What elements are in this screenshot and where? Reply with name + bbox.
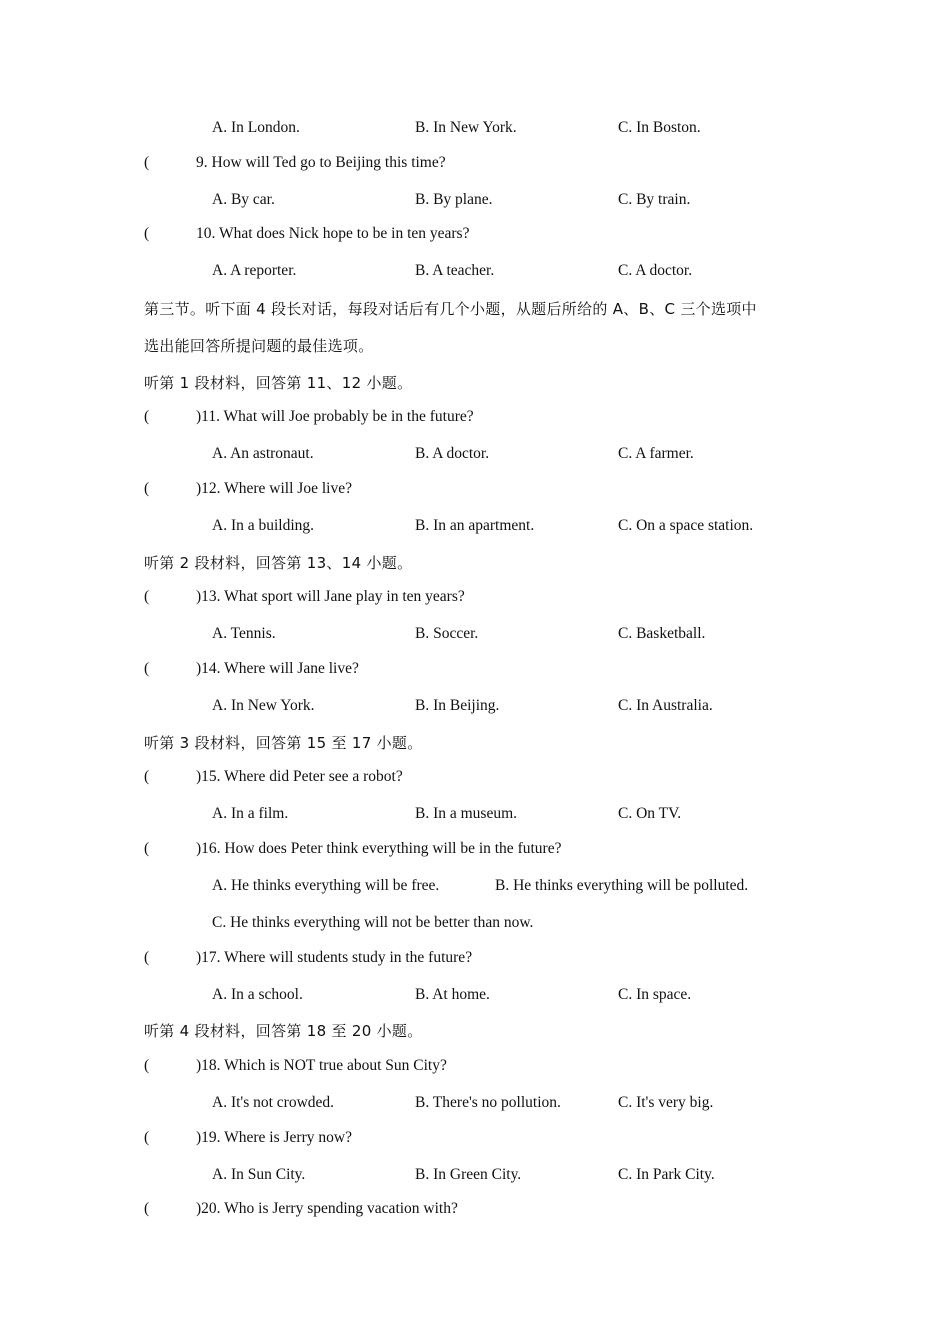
option-b[interactable]: B. In Green City. (415, 1166, 522, 1183)
question (144, 1128, 352, 1148)
option-a[interactable]: A. In a building. (212, 517, 315, 534)
option-a[interactable]: A. A reporter. (212, 262, 297, 279)
section-heading: 听第 3 段材料，回答第 15 至 17 小题。 (144, 734, 423, 752)
option-c[interactable]: C. It's very big. (618, 1094, 714, 1111)
option-c[interactable]: C. In space. (618, 986, 692, 1003)
option-c[interactable]: C. By train. (618, 191, 691, 208)
option-a[interactable]: A. In London. (212, 119, 300, 136)
answer-blank[interactable]: ( (144, 949, 150, 966)
question-text: )11. What will Joe probably be in the future? (196, 408, 474, 425)
answer-blank[interactable]: ( (144, 154, 150, 171)
option-b[interactable]: B. A doctor. (415, 445, 490, 462)
answer-blank[interactable]: ( (144, 588, 150, 605)
answer-blank[interactable]: ( (144, 225, 150, 242)
answer-blank[interactable]: ( (144, 1057, 150, 1074)
answer-blank[interactable]: ( (144, 1129, 150, 1146)
question (144, 659, 359, 679)
option-b[interactable]: B. A teacher. (415, 262, 495, 279)
question (144, 224, 469, 244)
option-c[interactable]: C. In Park City. (618, 1166, 715, 1183)
section-heading: 听第 2 段材料，回答第 13、14 小题。 (144, 554, 413, 572)
option-b[interactable]: B. At home. (415, 986, 490, 1003)
question-text: )14. Where will Jane live? (196, 660, 359, 677)
question-text: )12. Where will Joe live? (196, 480, 352, 497)
option-b[interactable]: B. In Beijing. (415, 697, 500, 714)
option-b[interactable]: B. Soccer. (415, 625, 479, 642)
option-b[interactable]: B. In New York. (415, 119, 517, 136)
question (144, 153, 446, 173)
option-b[interactable]: B. There's no pollution. (415, 1094, 561, 1111)
option-a[interactable]: A. He thinks everything will be free. (212, 877, 440, 894)
answer-blank[interactable]: ( (144, 768, 150, 785)
question (144, 767, 403, 787)
question (144, 1056, 447, 1076)
section-heading: 听第 4 段材料，回答第 18 至 20 小题。 (144, 1022, 423, 1040)
option-c[interactable]: C. On a space station. (618, 517, 754, 534)
section-heading: 第三节。听下面 4 段长对话，每段对话后有几个小题，从题后所给的 A、B、C 三个选项中 (144, 300, 757, 318)
option-c[interactable]: C. A farmer. (618, 445, 694, 462)
question-text: )20. Who is Jerry spending vacation with? (196, 1200, 458, 1217)
question (144, 948, 472, 968)
option-a[interactable]: A. In a film. (212, 805, 289, 822)
option-b[interactable]: B. He thinks everything will be polluted. (495, 877, 749, 894)
option-b[interactable]: B. In a museum. (415, 805, 518, 822)
option-c[interactable]: C. Basketball. (618, 625, 706, 642)
answer-blank[interactable]: ( (144, 660, 150, 677)
section-heading: 选出能回答所提问题的最佳选项。 (144, 337, 374, 355)
answer-blank[interactable]: ( (144, 480, 150, 497)
option-c[interactable]: C. A doctor. (618, 262, 693, 279)
question-text: )16. How does Peter think everything will be in the future? (196, 840, 562, 857)
option-a[interactable]: A. In a school. (212, 986, 303, 1003)
option-a[interactable]: A. By car. (212, 191, 275, 208)
question-text: 9. How will Ted go to Beijing this time? (196, 154, 446, 171)
question-text: 10. What does Nick hope to be in ten years? (196, 225, 470, 242)
question-text: )17. Where will students study in the future? (196, 949, 473, 966)
answer-blank[interactable]: ( (144, 1200, 150, 1217)
option-a[interactable]: A. Tennis. (212, 625, 276, 642)
option-a[interactable]: A. In Sun City. (212, 1166, 306, 1183)
answer-blank[interactable]: ( (144, 840, 150, 857)
question-text: )19. Where is Jerry now? (196, 1129, 352, 1146)
question (144, 587, 465, 607)
answer-blank[interactable]: ( (144, 408, 150, 425)
option-b[interactable]: B. By plane. (415, 191, 493, 208)
option-c[interactable]: C. In Australia. (618, 697, 713, 714)
option-b[interactable]: B. In an apartment. (415, 517, 535, 534)
question-text: )15. Where did Peter see a robot? (196, 768, 403, 785)
option-a[interactable]: A. An astronaut. (212, 445, 314, 462)
option-a[interactable]: A. In New York. (212, 697, 315, 714)
option-c[interactable]: C. On TV. (618, 805, 682, 822)
question (144, 1199, 458, 1219)
section-heading: 听第 1 段材料，回答第 11、12 小题。 (144, 374, 413, 392)
question-text: )13. What sport will Jane play in ten years? (196, 588, 465, 605)
option-c[interactable]: C. He thinks everything will not be better than now. (212, 914, 534, 931)
option-c[interactable]: C. In Boston. (618, 119, 701, 136)
question (144, 479, 352, 499)
question (144, 407, 474, 427)
question (144, 839, 561, 859)
question-text: )18. Which is NOT true about Sun City? (196, 1057, 447, 1074)
option-a[interactable]: A. It's not crowded. (212, 1094, 335, 1111)
